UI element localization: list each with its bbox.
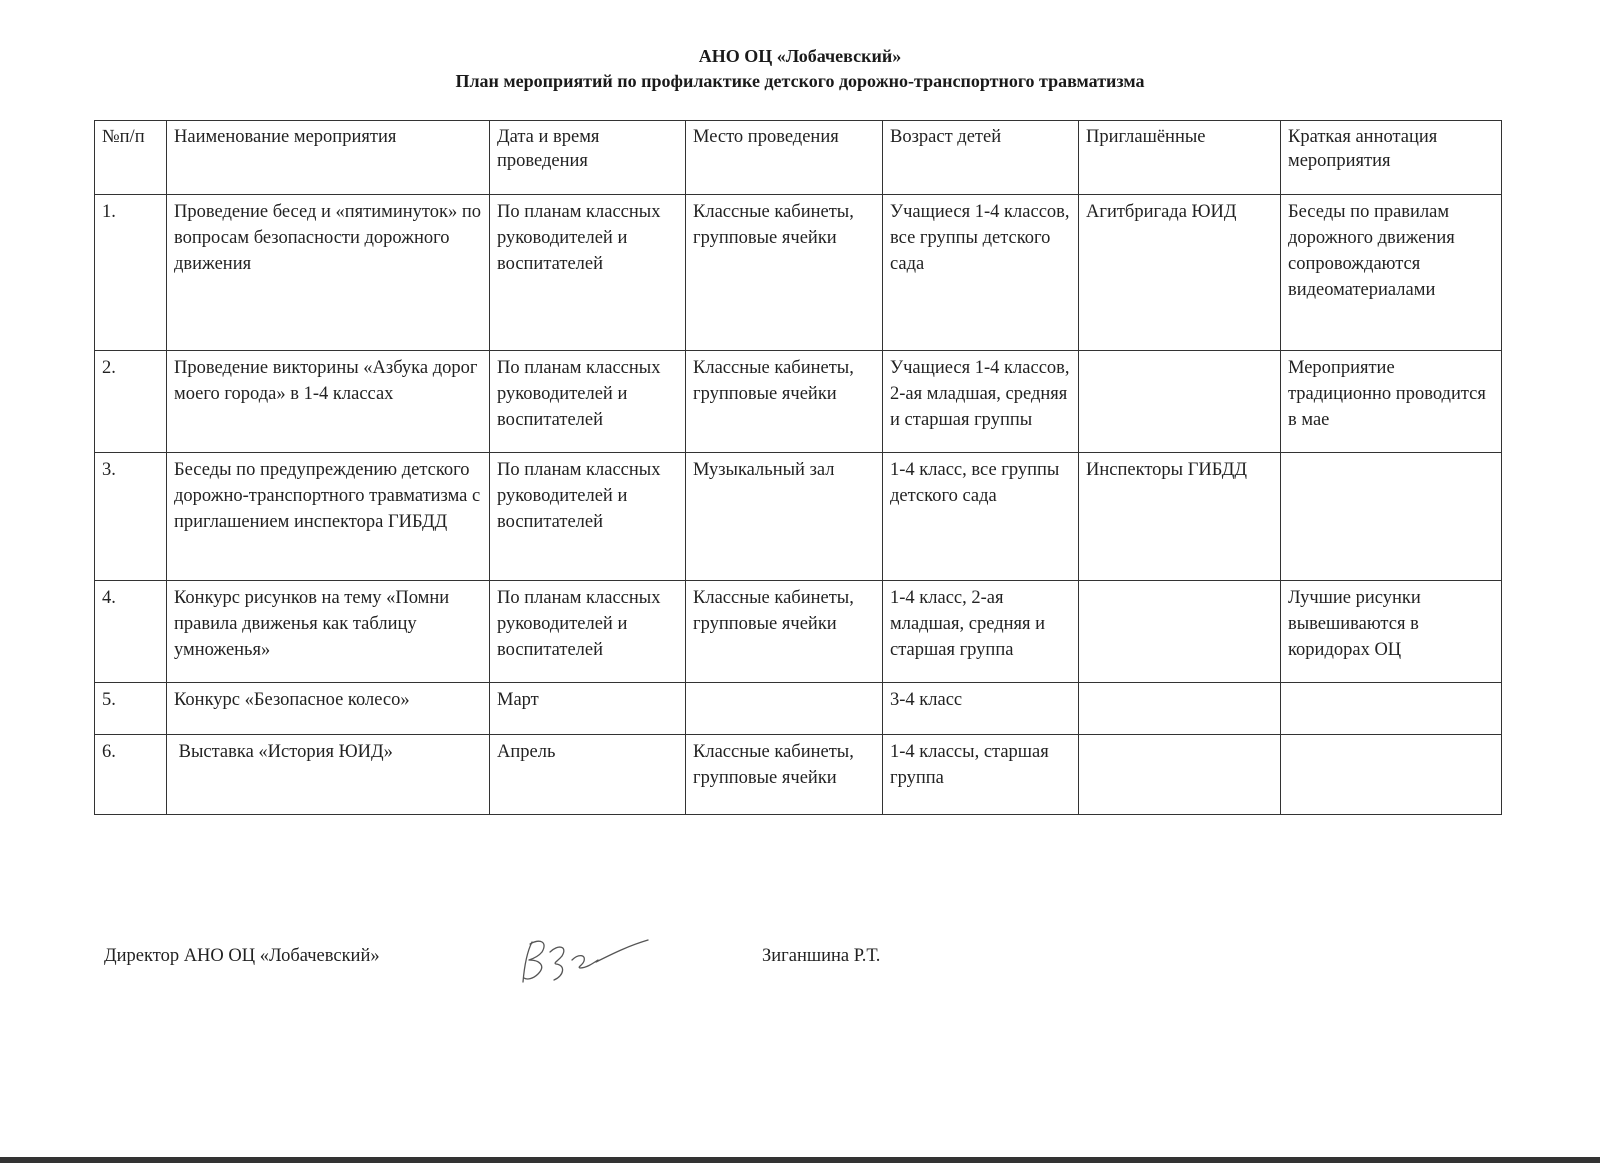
cell-invited — [1079, 683, 1281, 735]
cell-place: Музыкальный зал — [686, 453, 883, 581]
table-row — [95, 351, 1502, 453]
cell-place: Классные кабинеты, групповые ячейки — [686, 351, 883, 453]
events-table — [94, 120, 1502, 815]
cell-date: По планам классных руководителей и воспитателей — [490, 351, 686, 453]
cell-num: 6. — [95, 735, 167, 815]
cell-annotation — [1281, 453, 1502, 581]
scan-edge — [0, 1157, 1600, 1163]
cell-name: Выставка «История ЮИД» — [167, 735, 490, 815]
cell-place — [686, 683, 883, 735]
table-row — [95, 683, 1502, 735]
table-row — [95, 735, 1502, 815]
cell-date: По планам классных руководителей и воспитателей — [490, 195, 686, 351]
cell-invited: Агитбригада ЮИД — [1079, 195, 1281, 351]
cell-date: Апрель — [490, 735, 686, 815]
table-header-row — [95, 121, 1502, 195]
cell-invited: Инспекторы ГИБДД — [1079, 453, 1281, 581]
column-header-name: Наименование мероприятия — [167, 121, 490, 195]
document-title: План мероприятий по профилактике детского дорожно-транспортного травматизма — [455, 71, 1145, 91]
cell-num: 2. — [95, 351, 167, 453]
cell-name: Конкурс рисунков на тему «Помни правила движенья как таблицу умноженья» — [167, 581, 490, 683]
table-row — [95, 453, 1502, 581]
column-header-age: Возраст детей — [883, 121, 1079, 195]
cell-date: По планам классных руководителей и воспитателей — [490, 581, 686, 683]
director-name: Зиганшина Р.Т. — [762, 946, 881, 966]
cell-place: Классные кабинеты, групповые ячейки — [686, 735, 883, 815]
cell-place: Классные кабинеты, групповые ячейки — [686, 581, 883, 683]
document-header — [0, 44, 1600, 94]
org-name: АНО ОЦ «Лобачевский» — [698, 46, 902, 66]
cell-invited — [1079, 351, 1281, 453]
signature-icon — [520, 930, 650, 988]
table-row — [95, 195, 1502, 351]
table-row — [95, 581, 1502, 683]
cell-annotation: Лучшие рисунки вывешиваются в коридорах ОЦ — [1281, 581, 1502, 683]
column-header-invited: Приглашённые — [1079, 121, 1281, 195]
cell-name: Проведение бесед и «пятиминуток» по вопросам безопасности дорожного движения — [167, 195, 490, 351]
cell-date: Март — [490, 683, 686, 735]
cell-annotation — [1281, 735, 1502, 815]
cell-annotation: Беседы по правилам дорожного движения сопровождаются видеоматериалами — [1281, 195, 1502, 351]
cell-age: 1-4 класс, все группы детского сада — [883, 453, 1079, 581]
cell-age: 1-4 класс, 2-ая младшая, средняя и старшая группа — [883, 581, 1079, 683]
cell-age: 3-4 класс — [883, 683, 1079, 735]
cell-annotation: Мероприятие традиционно проводится в мае — [1281, 351, 1502, 453]
column-header-annotation: Краткая аннотация мероприятия — [1281, 121, 1502, 195]
cell-name: Конкурс «Безопасное колесо» — [167, 683, 490, 735]
cell-place: Классные кабинеты, групповые ячейки — [686, 195, 883, 351]
cell-age: Учащиеся 1-4 классов, 2-ая младшая, средняя и старшая группы — [883, 351, 1079, 453]
cell-age: Учащиеся 1-4 классов, все группы детского сада — [883, 195, 1079, 351]
cell-age: 1-4 классы, старшая группа — [883, 735, 1079, 815]
column-header-num: №п/п — [95, 121, 167, 195]
cell-num: 1. — [95, 195, 167, 351]
cell-invited — [1079, 735, 1281, 815]
cell-num: 3. — [95, 453, 167, 581]
cell-name: Беседы по предупреждению детского дорожно-транспортного травматизма с приглашением инспектора ГИБДД — [167, 453, 490, 581]
cell-num: 4. — [95, 581, 167, 683]
cell-date: По планам классных руководителей и воспитателей — [490, 453, 686, 581]
director-position: Директор АНО ОЦ «Лобачевский» — [104, 946, 380, 966]
column-header-date: Дата и время проведения — [490, 121, 686, 195]
cell-invited — [1079, 581, 1281, 683]
column-header-place: Место проведения — [686, 121, 883, 195]
cell-annotation — [1281, 683, 1502, 735]
cell-name: Проведение викторины «Азбука дорог моего города» в 1-4 классах — [167, 351, 490, 453]
cell-num: 5. — [95, 683, 167, 735]
